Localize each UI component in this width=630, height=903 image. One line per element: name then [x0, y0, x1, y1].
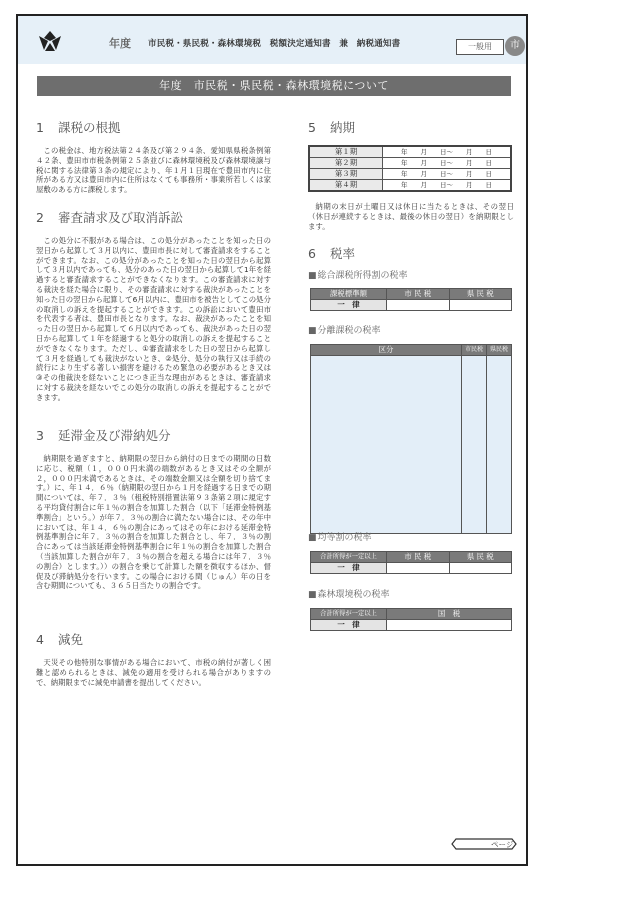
header-title: 市民税・県民税・森林環境税 税額決定通知書 兼 納税通知書 [148, 39, 401, 49]
table-row: 合計所得が一定以上 市 民 税 県 民 税 [311, 552, 512, 563]
separate-header-city: 市民税 [462, 345, 486, 355]
city-emblem-icon [38, 30, 62, 52]
city-mark-icon: 市 [505, 36, 525, 56]
usage-badge: 一般用 [456, 39, 504, 55]
section-1-body: この税金は、地方税法第２４条及び第２９４条、愛知県県税条例第４２条、豊田市市税条例第２５条並びに森林環境税及び森林環境譲与税に関する法律第３条の規定により、年１月１日現在で豊田市内に住所がある方又は豊田市内に住所はなくても事務所・事業所若しくは家屋敷のある方に課税します。 [36, 146, 271, 195]
notice-sheet [16, 14, 528, 866]
section-5-heading: 5 納期 [308, 120, 356, 135]
separate-rate-table [310, 344, 512, 534]
table-row: 第２期 年 月 日～ 月 日 [309, 158, 511, 169]
page-number-box [451, 838, 517, 850]
section-6-heading: 6 税率 [308, 246, 356, 261]
table-row: 第３期 年 月 日～ 月 日 [309, 169, 511, 180]
forest-rate-table [310, 608, 512, 631]
table-row: 一 律 [311, 620, 512, 631]
section-4-heading: 4 減免 [36, 632, 84, 647]
separate-header-prefecture: 県民税 [487, 345, 511, 355]
section-6 [308, 244, 514, 262]
header-year: 年度 [109, 37, 131, 50]
section-2 [36, 208, 271, 403]
equal-rate-label: ■ 均等割の税率 [308, 530, 514, 543]
separate-rate-label: ■ 分離課税の税率 [308, 323, 514, 336]
table-row: 合計所得が一定以上 国 税 [311, 609, 512, 620]
section-5 [308, 118, 514, 231]
table-row: 一 律 [311, 563, 512, 574]
section-1 [36, 118, 271, 195]
section-3-body: 納期限を過ぎますと、納期限の翌日から納付の日までの期間の日数に応じ、税額（１，０００円未満の端数があるとき又はその全額が２，０００円未満であるときは、その端数金額又は全額を切り捨てます。）に、年１４．６％（納期限の翌日から１月を経過する日までの期間については、年７．３％（租税特別措置法第９３条第２項に規定する平均貸付割合に年１％の割合を加算した割合（以下「延滞金特例基準割合」という。）が年７．３％の割合に満たない場合には、その年中においては、年１４．６％の割合にあってはその年における延滞金特例基準割合に年７．３％の割合を加算した割合とし、年７．３％の割合にあっては当該延滞金特例基準割合に年１％の割合を加算した割合（当該加算した割合が年７．３％の割合を超える場合には年７．３％の割合）とします。））の割合を乗じて計算した額を徴収するほか、督促及び滞納処分を行います。この場合における閏（じゅん）年の日を含む期間についても、３６５日当たりの割合です。 [36, 454, 271, 591]
forest-rate-label: ■ 森林環境税の税率 [308, 587, 514, 600]
equal-rate-table [310, 551, 512, 574]
general-rate-label: ■ 総合課税所得割の税率 [308, 268, 514, 281]
section-1-heading: 1 課税の根拠 [36, 120, 121, 135]
general-rate-table [310, 288, 512, 311]
section-3-heading: 3 延滞金及び滞納処分 [36, 428, 171, 443]
section-2-body: この処分に不服がある場合は、この処分があったことを知った日の翌日から起算して３月以内に、豊田市長に対して審査請求をすることができます。なお、この処分があったことを知った日の翌日から起算して３月以内であっても、処分のあった日の翌日から起算して1年を経過すると審査請求することができなくなります。この審査請求に対する裁決を経た場合に限り、その審査請求に対する裁決があったことを知った日の翌日から起算して6月以内に、豊田市を被告としてこの処分の取消しの訴えを提起することができます。この訴訟において豊田市を代表する者は、豊田市長となります。なお、裁決があったことを知った日の翌日から起算して６月以内であっても、裁決があった日の翌日から起算して１年を経過すると処分の取消しの訴えを提起することができなくなります。ただし、①審査請求をした日の翌日から起算して３月を経過しても裁決がないとき、②処分、処分の執行又は手続の続行により生ずる著しい損害を避けるため緊急の必要があるとき又は③その他裁決を経ないことにつき正当な理由があるときは、審査請求に対する裁決を経ないでこの処分の取消しの訴えを提起することができます。 [36, 236, 271, 402]
table-row: 一 律 [311, 300, 512, 311]
payment-period-note: 納期の末日が土曜日又は休日に当たるときは、その翌日（休日が連続するときは、最後の休日の翌日）を納期限とします。 [308, 202, 514, 231]
section-3 [36, 426, 271, 591]
section-4-body: 天災その他特別な事情がある場合において、市税の納付が著しく困難と認められるときは、減免の適用を受けられる場合がありますので、納期限までに減免申請書を提出してください。 [36, 658, 271, 687]
page-label: ページ [491, 840, 514, 849]
section-2-heading: 2 審査請求及び取消訴訟 [36, 210, 184, 225]
section-4 [36, 630, 271, 687]
table-row: 第４期 年 月 日～ 月 日 [309, 180, 511, 192]
payment-period-table [308, 145, 512, 192]
header-bar [18, 16, 526, 64]
separate-header-category: 区分 [311, 345, 461, 355]
table-row: 課税標準額 市 民 税 県 民 税 [311, 289, 512, 300]
table-row: 第１期 年 月 日～ 月 日 [309, 146, 511, 158]
page-title: 年度 市民税・県民税・森林環境税について [37, 76, 511, 96]
